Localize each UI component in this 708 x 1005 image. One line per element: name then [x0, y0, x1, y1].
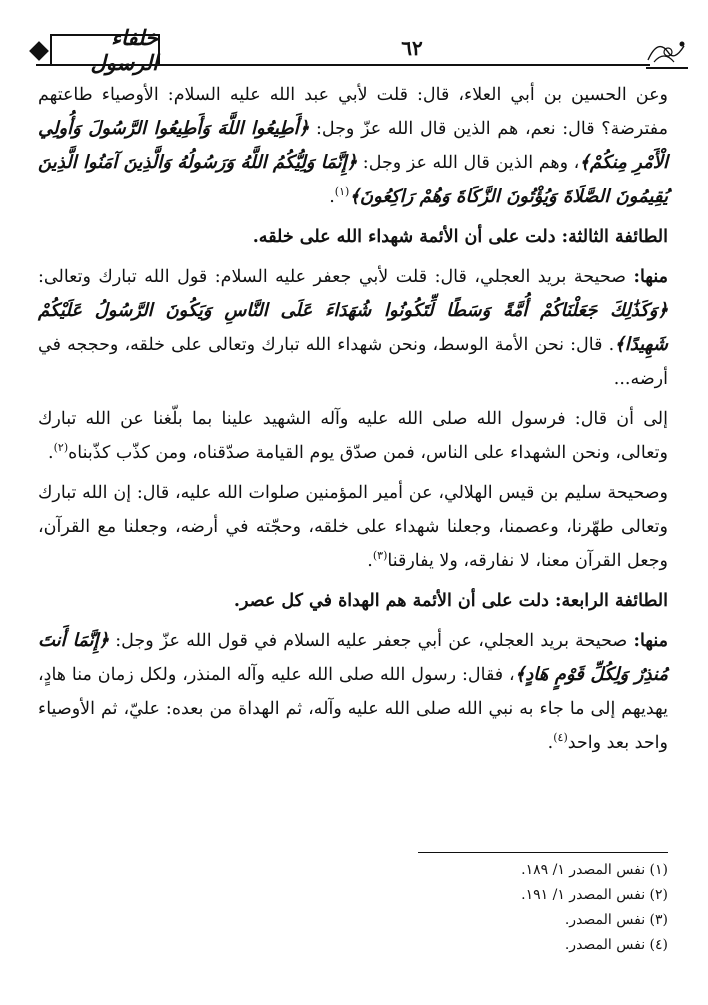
text-run: وعن الحسين بن أبي العلاء، قال: قلت لأبي عبد الله عليه السلام: الأوصياء طاعتهم مفترضة؟ قال: نعم، هم الذين قال الله عزّ وجل: [38, 85, 668, 139]
section-heading-3: الطائفة الثالثة: دلت على أن الأئمة شهداء الله على خلقه. [252, 227, 668, 247]
paragraph-1 [38, 78, 668, 214]
text-run: إلى أن قال: فرسول الله صلى الله عليه وآله الشهيد علينا بما بلّغنا عن الله تبارك وتعالى، ونحن الشهداء على الناس، فمن صدّق يوم القيامة صدّقناه، ومن كذّب كذّبناه [38, 409, 668, 463]
text-run: ، وهم الذين قال الله عز وجل: [357, 153, 580, 173]
section-heading-4: الطائفة الرابعة: دلت على أن الأئمة هم الهداة في كل عصر. [233, 591, 668, 611]
lead-word: منها: [633, 267, 668, 287]
footnotes [268, 858, 668, 958]
paragraph-5 [38, 624, 668, 760]
quran-verse: ﴿إِنَّمَا أَنتَ مُنذِرٌ وَلِكُلِّ قَوْمٍ هَادٍ﴾ [38, 630, 668, 685]
paragraph-2 [38, 260, 668, 396]
text-run: صحيحة بريد العجلي، عن أبي جعفر عليه السلام في قول الله عزّ وجل: [109, 631, 634, 651]
text-run: . [547, 733, 554, 753]
footnote-ref: (٣) [372, 549, 388, 563]
text-run: . [367, 551, 373, 571]
text-run: وصحيحة سليم بن قيس الهلالي، عن أمير المؤمنين صلوات الله عليه، قال: إن الله تبارك وتعالى طهّرنا، وعصمنا، وجعلنا شهداء على خلقه، وحجّته في أرضه، وجعلنا مع القرآن، وجعل القرآن معنا، لا نفارقه، ولا يفارقنا [38, 483, 668, 571]
main-text [38, 78, 668, 760]
running-header [22, 25, 690, 75]
text-run: ، فقال: رسول الله صلى الله عليه وآله المنذر، ولكل زمان منا هادٍ، يهديهم إلى ما جاء به نبي الله صلى الله عليه وآله، ثم الهداة من بعده: عليّ، ثم الأوصياء واحد بعد واحد [38, 665, 668, 753]
floral-ornament-icon [644, 32, 690, 72]
text-run: . [48, 443, 54, 463]
footnote-2: (٢) نفس المصدر ١/ ١٩١. [521, 887, 668, 903]
footnote-4: (٤) نفس المصدر. [564, 937, 668, 953]
header-diamond-ornament [29, 41, 49, 61]
lead-word: منها: [633, 631, 669, 651]
quran-verse: ﴿وَكَذَٰلِكَ جَعَلْنَاكُمْ أُمَّةً وَسَطًا لِّتَكُونُوا شُهَدَاءَ عَلَى النَّاسِ وَيَكُونَ الرَّسُولُ عَلَيْكُمْ شَهِيدًا﴾ [38, 300, 668, 355]
footnote-ref: (٢) [53, 441, 69, 455]
running-title: خلفاء الرسول [50, 34, 160, 64]
paragraph-3 [38, 402, 668, 470]
quran-verse: ﴿إِنَّمَا وَلِيُّكُمُ اللَّهُ وَرَسُولُهُ وَالَّذِينَ آمَنُوا الَّذِينَ يُقِيمُونَ الصَّلَاةَ وَيُؤْتُونَ الزَّكَاةَ وَهُمْ رَاكِعُونَ﴾ [38, 152, 668, 207]
quran-verse: ﴿أَطِيعُوا اللَّهَ وَأَطِيعُوا الرَّسُولَ وَأُولِي الْأَمْرِ مِنكُمْ﴾ [38, 118, 668, 173]
footnote-3: (٣) نفس المصدر. [564, 912, 668, 928]
page-number: ٦٢ [401, 36, 423, 60]
footnote-ref: (١) [334, 185, 350, 199]
footnote-1: (١) نفس المصدر ١/ ١٨٩. [521, 862, 668, 878]
text-run: صحيحة بريد العجلي، قال: قلت لأبي جعفر عليه السلام: قول الله تبارك وتعالى: [38, 267, 634, 287]
paragraph-4 [38, 476, 668, 578]
footnote-ref: (٤) [553, 731, 568, 745]
text-run: . [329, 187, 335, 207]
footnote-separator [418, 852, 668, 853]
text-run: . قال: نحن الأمة الوسط، ونحن شهداء الله تبارك وتعالى على خلقه، وحججه في أرضه... [38, 335, 668, 389]
